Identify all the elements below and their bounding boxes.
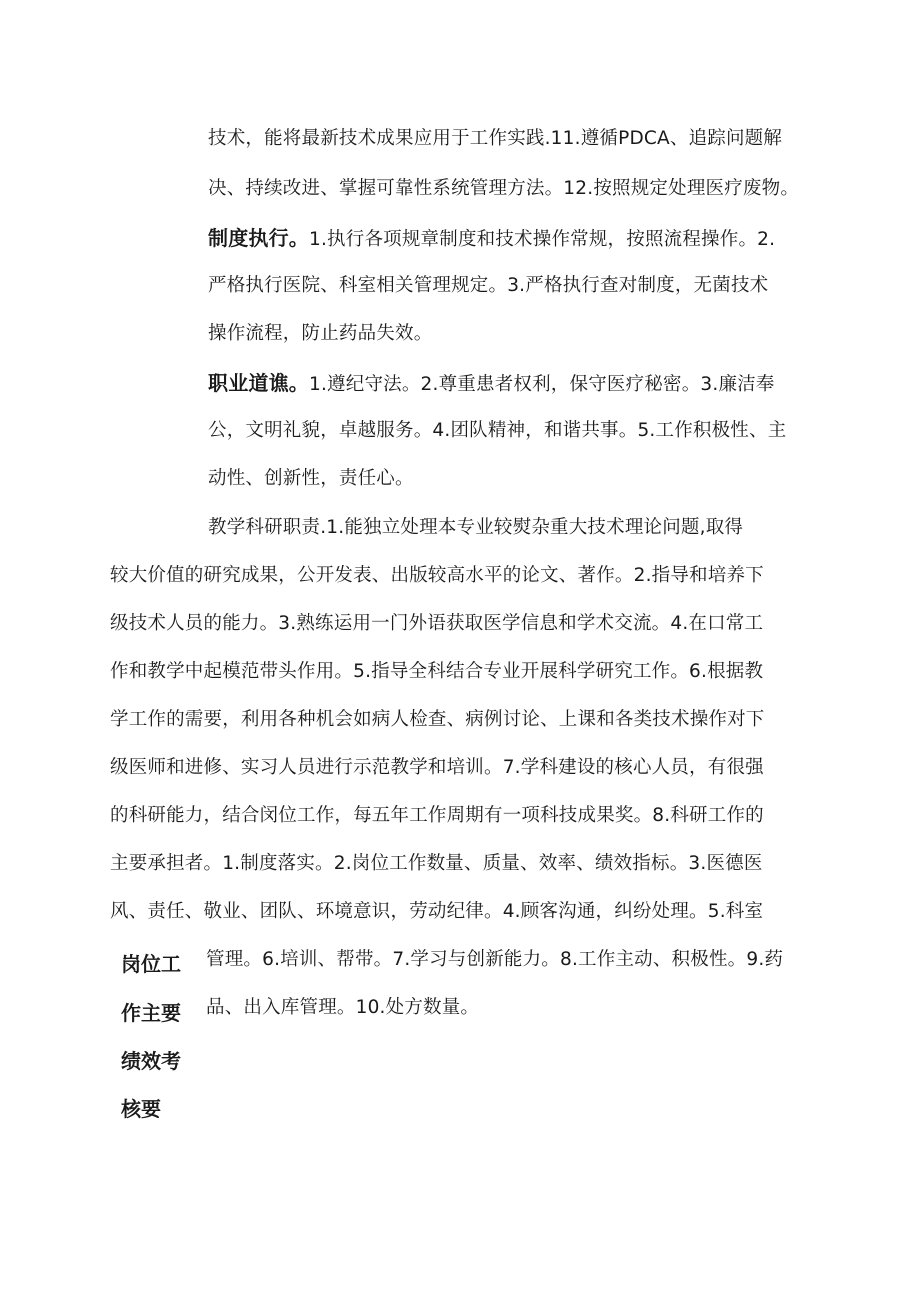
section-first-line: [208, 226, 775, 252]
paragraph-line: 作和教学中起模范带头作用。5.指导全科结合专业开展科学研究工作。6.根据教: [110, 661, 764, 682]
paragraph-line: 级医师和进修、实习人员进行示范教学和培训。7.学科建设的核心人员，有很强: [110, 757, 764, 778]
paragraph-line: 决、持续改进、掌握可靠性系统管理方法。12.按照规定处理医疗废物。: [208, 178, 800, 199]
paragraph-line: 公，文明礼貌，卓越服务。4.团队精神，和谐共事。5.工作积极性、主: [208, 420, 787, 441]
paragraph-line: 品、出入库管理。10.处方数量。: [206, 997, 480, 1018]
paragraph-line: 风、责任、敬业、团队、环境意识，劳动纪律。4.顾客沟通，纠纷处理。5.科室: [110, 901, 764, 922]
paragraph-line: 的科研能力，结合闵位工作，每五年工作周期有一项科技成果奖。8.科研工作的: [110, 805, 764, 826]
section-heading: 职业道谯。: [208, 371, 309, 395]
paragraph-line: 教学科研职责.1.能独立处理本专业较熨杂重大技术理论问题,取得: [208, 517, 744, 538]
paragraph-text: 1.执行各项规章制度和技术操作常规，按照流程操作。2.: [309, 229, 776, 250]
paragraph-line: 主要承担者。1.制度落实。2.岗位工作数量、质量、效率、绩效指标。3.医德医: [110, 853, 763, 874]
paragraph-line: 学工作的需要，利用各种机会如病人检查、病例讨论、上课和各类技术操作对下: [110, 709, 765, 730]
paragraph-line: 较大价值的研究成果，公开发表、出版较高水平的论文、著作。2.指导和培养下: [110, 565, 764, 586]
paragraph-line: 动性、创新性，责任心。: [208, 468, 414, 489]
paragraph-line: 技术，能将最新技术成果应用于工作实践.11.遵循PDCA、追踪问题解: [208, 128, 783, 149]
table-label: 绩效考: [121, 1049, 181, 1073]
paragraph-line: 严格执行医院、科室相关管理规定。3.严格执行查对制度，无菌技术: [208, 275, 769, 296]
paragraph-line: 操作流程，防止药品失效。: [208, 323, 433, 344]
table-label: 作主要: [121, 1001, 181, 1025]
table-label: 岗位工: [121, 952, 181, 976]
paragraph-line: 级技术人员的能力。3.熟练运用一门外语获取医学信息和学术交流。4.在口常工: [110, 613, 764, 634]
paragraph-text: 1.遵纪守法。2.尊重患者权利，保守医疗秘密。3.廉洁奉: [309, 374, 775, 395]
paragraph-line: 管理。6.培训、帮带。7.学习与创新能力。8.工作主动、积极性。9.药: [206, 949, 784, 970]
section-first-line: [208, 371, 775, 397]
table-label: 核要: [121, 1097, 161, 1121]
section-heading: 制度执行。: [208, 226, 309, 250]
